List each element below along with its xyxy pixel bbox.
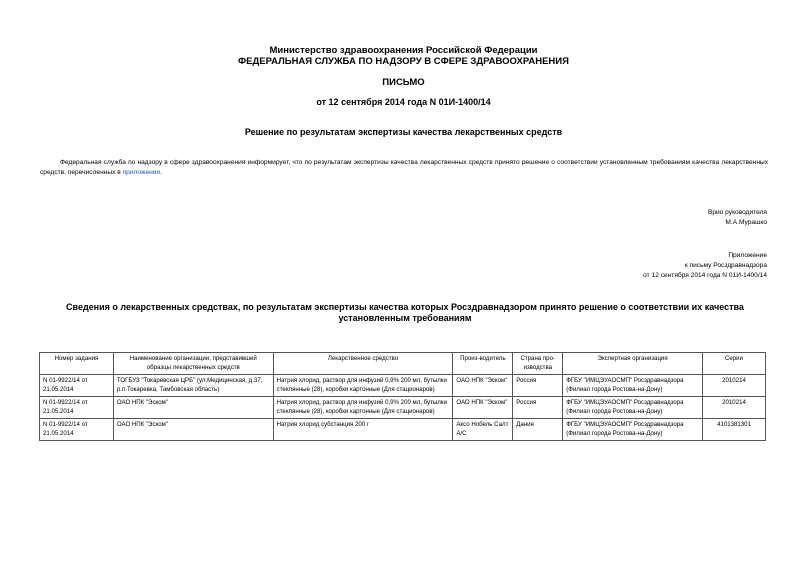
signature-name: М.А.Мурашко (725, 219, 767, 226)
table-header-row (40, 353, 766, 375)
col-task-number: Номер задания (40, 353, 114, 375)
cell-manufacturer: Аксо Нобель Салт А/С (453, 419, 513, 441)
cell-drug: Натрия хлорид, раствор для инфузий 0,9% 200 мл, бутылки стеклянные (28), коробки картонные (Для стационаров) (273, 375, 453, 397)
appendix-link[interactable]: приложении (122, 169, 161, 176)
table-row (40, 375, 766, 397)
appendix-line2: от 12 сентября 2014 года N 01И-1400/14 (643, 272, 767, 279)
doc-subject: Решение по результатам экспертизы качества лекарственных средств (244, 127, 563, 137)
cell-country: Россия (513, 375, 563, 397)
drugs-table (39, 352, 766, 441)
col-manufacturer: Произ-водитель (453, 353, 513, 375)
cell-organization: ОАО НПК "Эском" (113, 397, 273, 419)
doc-type: ПИСЬМО (382, 77, 425, 88)
service-name: ФЕДЕРАЛЬНАЯ СЛУЖБА ПО НАДЗОРУ В СФЕРЕ ЗДРАВООХРАНЕНИЯ (238, 56, 569, 67)
cell-series: 2010214 (703, 397, 766, 419)
appendix-block (643, 251, 767, 281)
cell-country: Дания (513, 419, 563, 441)
col-drug: Лекарственное средство (273, 353, 453, 375)
col-country: Страна про-изводства (513, 353, 563, 375)
cell-series: 2010214 (703, 375, 766, 397)
cell-organization: ОАО НПК "Эском" (113, 419, 273, 441)
col-series: Серии (703, 353, 766, 375)
cell-expert-org: ФГБУ "ИМЦЭУАОСМП" Росздравнадзора (Филиал города Ростова-на-Дону) (563, 419, 703, 441)
ministry-name: Министерство здравоохранения Российской Федерации (269, 45, 538, 56)
cell-manufacturer: ОАО НПК "Эском" (453, 375, 513, 397)
table-row (40, 397, 766, 419)
cell-manufacturer: ОАО НПК "Эском" (453, 397, 513, 419)
cell-task-number: N 01-9922/14 от 21.05.2014 (40, 419, 114, 441)
document-header (0, 45, 807, 67)
cell-country: Россия (513, 397, 563, 419)
cell-task-number: N 01-9922/14 от 21.05.2014 (40, 375, 114, 397)
signature-block (708, 208, 767, 228)
col-organization: Наименование организации, представившей образцы лекарственных средств (113, 353, 273, 375)
cell-task-number: N 01-9922/14 от 21.05.2014 (40, 397, 114, 419)
cell-drug: Натрия хлорид субстанция 200 г (273, 419, 453, 441)
cell-series: 4101381301 (703, 419, 766, 441)
body-text: Федеральная служба по надзору в сфере здравоохранения информирует, что по результатам экспертизы качества лекарственных средств принято решение о соответствии установленным требованиям качества лекарственных средств, перечисленных в (40, 159, 768, 176)
cell-drug: Натрия хлорид, раствор для инфузий 0,9% 200 мл, бутылки стеклянные (28), коробки картонные (Для стационаров) (273, 397, 453, 419)
body-end: . (160, 169, 162, 176)
doc-date-number: от 12 сентября 2014 года N 01И-1400/14 (316, 97, 491, 107)
appendix-title: Приложение (728, 252, 767, 259)
signature-position: Врио руководителя (707, 209, 767, 216)
appendix-line1: к письму Росздравнадзора (684, 262, 767, 269)
appendix-heading: Сведения о лекарственных средствах, по результатам экспертизы качества которых Росздравнадзором принято решение о соответствии их качества установленным требованиям (66, 302, 744, 323)
cell-expert-org: ФГБУ "ИМЦЭУАОСМП" Росздравнадзора (Филиал города Ростова-на-Дону) (563, 397, 703, 419)
cell-expert-org: ФГБУ "ИМЦЭУАОСМП" Росздравнадзора (Филиал города Ростова-на-Дону) (563, 375, 703, 397)
table-row (40, 419, 766, 441)
letter-body (40, 158, 768, 178)
cell-organization: ТОГБУЗ "Токаревская ЦРБ" (ул.Медицинская, д.37, р.п.Токаревка, Тамбовская область) (113, 375, 273, 397)
col-expert-org: Экспертная организация (563, 353, 703, 375)
